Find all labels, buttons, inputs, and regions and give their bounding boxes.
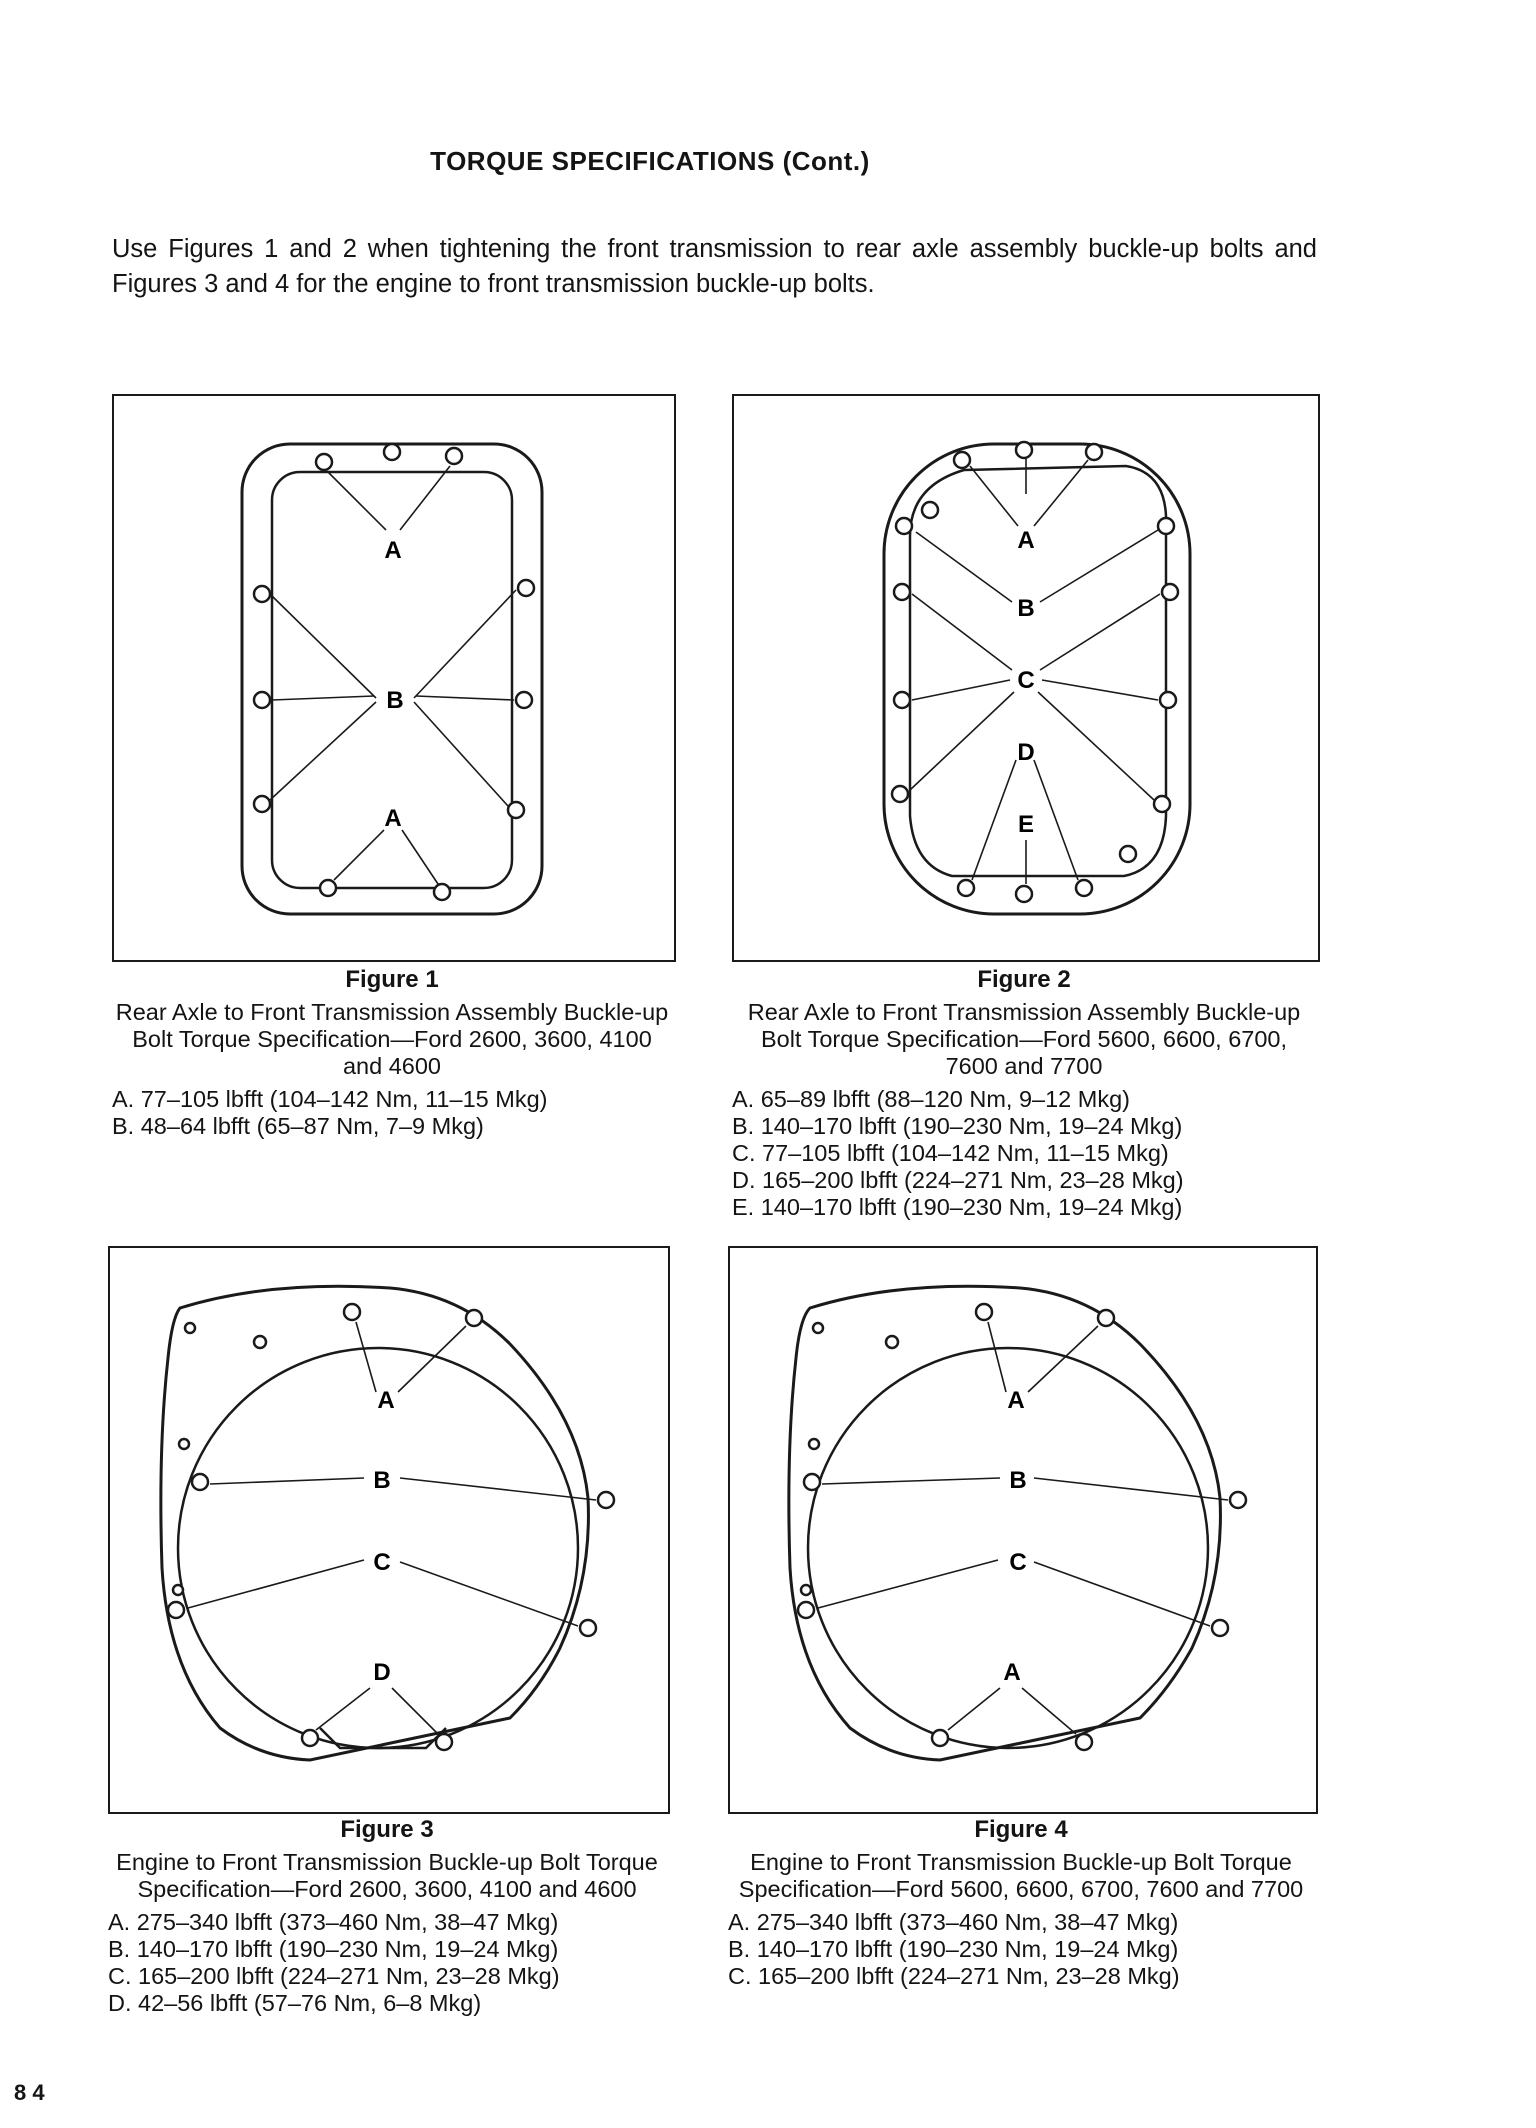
figure-3-svg [110,1248,668,1812]
diagram-label: C [1017,667,1035,694]
figure-description: Rear Axle to Front Transmission Assembly Buckle-up Bolt Torque Specification—Ford 5600, 6600, 6700, 7600 and 7700 [747,999,1301,1079]
bolt-hole [254,692,270,708]
spec-item: C. 165–200 lbfft (224–271 Nm, 23–28 Mkg) [108,1963,560,1989]
leader-line [1042,680,1158,700]
bolt-hole [892,786,908,802]
spec-item: A. 275–340 lbfft (373–460 Nm, 38–47 Mkg) [108,1909,559,1935]
leader-line [210,1478,364,1484]
bolt-hole [254,796,270,812]
spec-item: C. 165–200 lbfft (224–271 Nm, 23–28 Mkg) [728,1963,1180,1989]
figure-1-svg [114,396,674,960]
bolt-hole [1016,886,1032,902]
bolt-hole [384,444,400,460]
bolt-hole [922,502,938,518]
leader-line [316,1688,370,1730]
spec-list [732,1086,1316,1221]
bolt-hole [254,1336,266,1348]
housing-outline [242,444,542,914]
diagram-label: A [384,805,402,832]
figure-title: Figure 3 [340,1816,434,1843]
bolt-hole [813,1323,823,1333]
leader-line [1040,530,1158,602]
figure-4-diagram [728,1246,1318,1814]
leader-line [912,594,1012,670]
bolt-hole [1212,1620,1228,1636]
spec-item: A. 77–105 lbfft (104–142 Nm, 11–15 Mkg) [112,1086,548,1112]
bolt-hole [173,1585,183,1595]
bolt-hole [254,586,270,602]
spec-item: A. 65–89 lbfft (88–120 Nm, 9–12 Mkg) [732,1086,1130,1112]
figure-title: Figure 4 [974,1816,1068,1843]
bolt-hole [1086,444,1102,460]
bolt-hole [894,692,910,708]
leader-line [392,1688,438,1734]
spec-item: E. 140–170 lbfft (190–230 Nm, 19–24 Mkg) [732,1194,1183,1220]
leader-line [818,1560,998,1608]
bolt-hole [958,880,974,896]
bolt-hole [185,1323,195,1333]
figure-2-caption [732,966,1316,1221]
leader-line [988,1322,1006,1392]
bolt-hole [344,1304,360,1320]
figure-4-caption [728,1816,1314,1990]
figure-3-diagram [108,1246,670,1814]
bolt-hole [809,1439,819,1449]
diagram-label: D [373,1659,391,1686]
bolt-hole [446,448,462,464]
bolt-hole [320,880,336,896]
leader-line [1034,460,1088,526]
bolt-hole [1076,1734,1092,1750]
bolt-hole [896,518,912,534]
spec-item: D. 165–200 lbfft (224–271 Nm, 23–28 Mkg) [732,1167,1184,1193]
spec-item: D. 42–56 lbfft (57–76 Nm, 6–8 Mkg) [108,1990,482,2016]
leader-line [188,1560,364,1608]
leader-line [356,1322,376,1392]
leader-line [972,760,1016,880]
page-number: 8 4 [14,2080,45,2105]
figure-title: Figure 2 [977,966,1071,993]
spec-list [112,1086,672,1140]
leader-line [822,1478,1000,1484]
spec-list [728,1909,1314,1990]
bolt-hole [886,1336,898,1348]
leader-line [272,696,374,700]
bolt-hole [1160,692,1176,708]
bolt-hole [436,1734,452,1750]
diagram-label: B [1017,595,1035,622]
bolt-hole [804,1474,820,1490]
leader-line [334,830,384,880]
leader-line [912,680,1010,700]
bolt-hole [434,884,450,900]
leader-line [416,696,514,700]
diagram-label: A [1003,1659,1021,1686]
gasket-outline [910,466,1166,876]
leader-line [910,692,1014,790]
housing-outline [161,1286,589,1760]
figure-description: Engine to Front Transmission Buckle-up Bolt Torque Specification—Ford 5600, 6600, 6700, 7600 and 7700 [738,1849,1304,1902]
housing-outline [789,1286,1221,1760]
diagram-label: C [1009,1549,1027,1576]
bolt-hole [1016,442,1032,458]
bolt-hole [1158,518,1174,534]
spec-item: B. 140–170 lbfft (190–230 Nm, 19–24 Mkg) [728,1936,1179,1962]
figure-title: Figure 1 [345,966,439,993]
leader-line [1034,760,1078,880]
spec-list [108,1909,666,2017]
diagram-label: E [1017,811,1035,838]
leader-line [414,590,516,698]
leader-line [270,702,376,800]
bolt-hole [598,1492,614,1508]
diagram-label: D [1017,739,1035,766]
bolt-hole [1162,584,1178,600]
bolt-hole [192,1474,208,1490]
spec-item: B. 48–64 lbfft (65–87 Nm, 7–9 Mkg) [112,1113,484,1139]
leader-line [1038,692,1154,800]
leader-line [398,1326,466,1392]
leader-line [916,532,1012,602]
spec-item: A. 275–340 lbfft (373–460 Nm, 38–47 Mkg) [728,1909,1179,1935]
bolt-hole [1154,796,1170,812]
leader-line [1028,1326,1098,1392]
figure-2-svg [734,396,1318,960]
figure-1-caption [112,966,672,1140]
bolt-hole [179,1439,189,1449]
figure-description: Rear Axle to Front Transmission Assembly Buckle-up Bolt Torque Specification—Ford 2600, 3600, 4100 and 4600 [115,999,669,1079]
diagram-label: B [1009,1467,1027,1494]
leader-line [400,1562,578,1626]
leader-line [948,1688,1000,1730]
leader-line [1040,594,1160,670]
diagram-label: B [373,1467,391,1494]
bolt-hole [1076,880,1092,896]
leader-line [1022,1688,1076,1734]
bolt-hole [466,1310,482,1326]
leader-line [400,466,450,530]
bolt-hole [801,1585,811,1595]
diagram-label: A [1017,527,1035,554]
figure-2-diagram [732,394,1320,962]
intro-paragraph: Use Figures 1 and 2 when tightening the front transmission to rear axle assembly buckle-up bolts and Figures 3 and 4 for the engine to front transmission buckle-up bolts. [112,235,1317,298]
diagram-label: A [377,1387,395,1414]
page-title: TORQUE SPECIFICATIONS (Cont.) [430,146,870,176]
bolt-hole [508,802,524,818]
bolt-hole [798,1602,814,1618]
leader-line [402,830,438,884]
diagram-label: A [384,537,402,564]
bolt-hole [1120,846,1136,862]
diagram-label: B [386,687,404,714]
figure-4-svg [730,1248,1316,1812]
bolt-hole [894,584,910,600]
spec-item: B. 140–170 lbfft (190–230 Nm, 19–24 Mkg) [108,1936,559,1962]
bolt-hole [976,1304,992,1320]
bolt-hole [302,1730,318,1746]
leader-line [328,472,386,530]
bolt-hole [168,1602,184,1618]
bolt-hole [1098,1310,1114,1326]
figure-1-diagram [112,394,676,962]
bolt-hole [518,580,534,596]
bolt-hole [954,452,970,468]
bolt-hole [316,454,332,470]
leader-line [272,596,376,698]
spec-item: B. 140–170 lbfft (190–230 Nm, 19–24 Mkg) [732,1113,1183,1139]
leader-line [414,702,508,806]
leader-line [970,466,1018,526]
figure-3-caption [108,1816,666,2017]
spec-item: C. 77–105 lbfft (104–142 Nm, 11–15 Mkg) [732,1140,1169,1166]
leader-line [1034,1562,1210,1626]
bolt-hole [516,692,532,708]
diagram-label: C [373,1549,391,1576]
diagram-label: A [1007,1387,1025,1414]
bolt-hole [580,1620,596,1636]
bolt-hole [932,1730,948,1746]
bolt-hole [1230,1492,1246,1508]
figure-description: Engine to Front Transmission Buckle-up Bolt Torque Specification—Ford 2600, 3600, 4100 and 4600 [116,1849,658,1902]
